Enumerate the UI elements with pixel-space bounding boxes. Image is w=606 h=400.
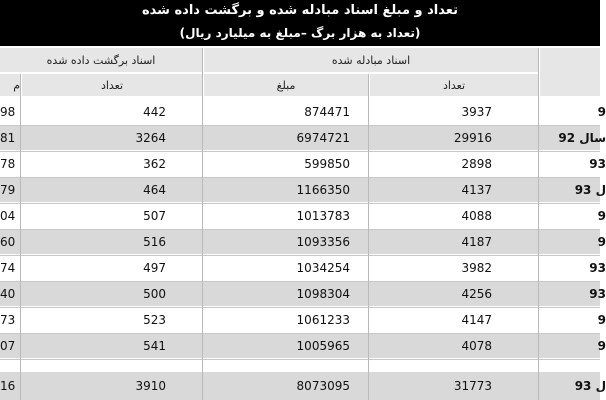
cell-exchanged-amount: 1093356: [296, 235, 350, 249]
cell-returned-count: 362: [143, 157, 166, 171]
header-exchanged-count-label: تعداد: [442, 78, 466, 92]
cell-returned-amount: 73: [0, 313, 16, 327]
cell-period: 9: [597, 235, 606, 249]
cell-exchanged-count: 4147: [461, 313, 492, 327]
cell-exchanged-amount: 1166350: [296, 183, 350, 197]
cell-period: 9: [597, 209, 606, 223]
cell-returned-count: 3910: [135, 379, 166, 393]
cell-returned-amount: 74: [0, 261, 16, 275]
cell-returned-count: 3264: [135, 131, 166, 145]
header-returned-amount: [0, 74, 20, 96]
cell-exchanged-amount: 6974721: [296, 131, 350, 145]
cell-returned-count: 541: [143, 339, 166, 353]
cell-returned-count: 464: [143, 183, 166, 197]
cell-exchanged-amount: 1061233: [296, 313, 350, 327]
cell-returned-amount: 60: [0, 235, 16, 249]
cell-period: ل 93: [574, 379, 606, 393]
cell-exchanged-amount: 1013783: [296, 209, 350, 223]
cell-exchanged-count: 4078: [461, 339, 492, 353]
cell-returned-amount: 04: [0, 209, 16, 223]
cell-exchanged-amount: 8073095: [296, 379, 350, 393]
cell-exchanged-count: 31773: [453, 379, 492, 393]
cell-returned-amount: 81: [0, 131, 16, 145]
cell-returned-amount: 98: [0, 105, 16, 119]
cell-period: 93: [589, 261, 606, 275]
cell-exchanged-count: 4187: [461, 235, 492, 249]
header-returned-group-label: اسناد برگشت داده شده: [46, 53, 156, 67]
table-row: [0, 204, 606, 228]
cell-period: 93: [589, 157, 606, 171]
column-divider: [20, 74, 21, 400]
cell-exchanged-amount: 874471: [304, 105, 350, 119]
table-row: [0, 100, 606, 124]
cell-period: 9: [597, 339, 606, 353]
table-row: [0, 334, 606, 358]
cell-returned-count: 523: [143, 313, 166, 327]
cell-exchanged-count: 3937: [461, 105, 492, 119]
header-returned-amount-label: م: [13, 78, 20, 92]
header-returned-count-label: تعداد: [100, 78, 124, 92]
cell-period: 93: [589, 287, 606, 301]
cell-exchanged-count: 29916: [453, 131, 492, 145]
cell-exchanged-amount: 1005965: [296, 339, 350, 353]
header-exchanged-amount-label: مبلغ: [276, 78, 296, 92]
cell-exchanged-amount: 1034254: [296, 261, 350, 275]
cell-returned-amount: 78: [0, 157, 16, 171]
table-row-total: [0, 360, 606, 400]
cell-period: ل 93: [574, 183, 606, 197]
cell-exchanged-count: 3982: [461, 261, 492, 275]
table-row: [0, 282, 606, 306]
table-row: [0, 256, 606, 280]
column-divider: [368, 74, 369, 400]
cell-exchanged-count: 4088: [461, 209, 492, 223]
header-exchanged-group-label: اسناد مبادله شده: [331, 53, 411, 67]
cell-exchanged-count: 4256: [461, 287, 492, 301]
table-row: [0, 152, 606, 176]
total-row-content: [0, 372, 606, 400]
cell-exchanged-amount: 1098304: [296, 287, 350, 301]
title-line-2: (تعداد به هزار برگ –مبلغ به میلیارد ریال): [179, 26, 421, 40]
header-exchanged-amount: [204, 74, 368, 96]
cell-period: سال 92: [558, 131, 606, 145]
header-exchanged-group: [204, 48, 538, 72]
header-returned-count: [22, 74, 202, 96]
cell-period: 9: [597, 105, 606, 119]
cell-returned-amount: 40: [0, 287, 16, 301]
cell-returned-count: 442: [143, 105, 166, 119]
table-row: [0, 230, 606, 254]
table-row: [0, 178, 606, 202]
cell-exchanged-count: 2898: [461, 157, 492, 171]
cell-exchanged-amount: 599850: [304, 157, 350, 171]
column-divider: [538, 48, 539, 400]
cell-returned-amount: 16: [0, 379, 16, 393]
cell-returned-amount: 07: [0, 339, 16, 353]
cell-period: 9: [597, 313, 606, 327]
spacer: [0, 360, 600, 372]
cell-returned-count: 507: [143, 209, 166, 223]
cell-returned-count: 516: [143, 235, 166, 249]
table-row: [0, 308, 606, 332]
cell-returned-amount: 79: [0, 183, 16, 197]
header-period-blank: [540, 48, 600, 96]
cell-returned-count: 500: [143, 287, 166, 301]
table-title: [0, 0, 600, 46]
cell-exchanged-count: 4137: [461, 183, 492, 197]
header-returned-group: [0, 48, 202, 72]
column-divider: [202, 48, 203, 400]
title-line-1: تعداد و مبلغ اسناد مبادله شده و برگشت داده شده: [142, 3, 458, 18]
cell-returned-count: 497: [143, 261, 166, 275]
table-row: [0, 126, 606, 150]
header-exchanged-count: [370, 74, 538, 96]
